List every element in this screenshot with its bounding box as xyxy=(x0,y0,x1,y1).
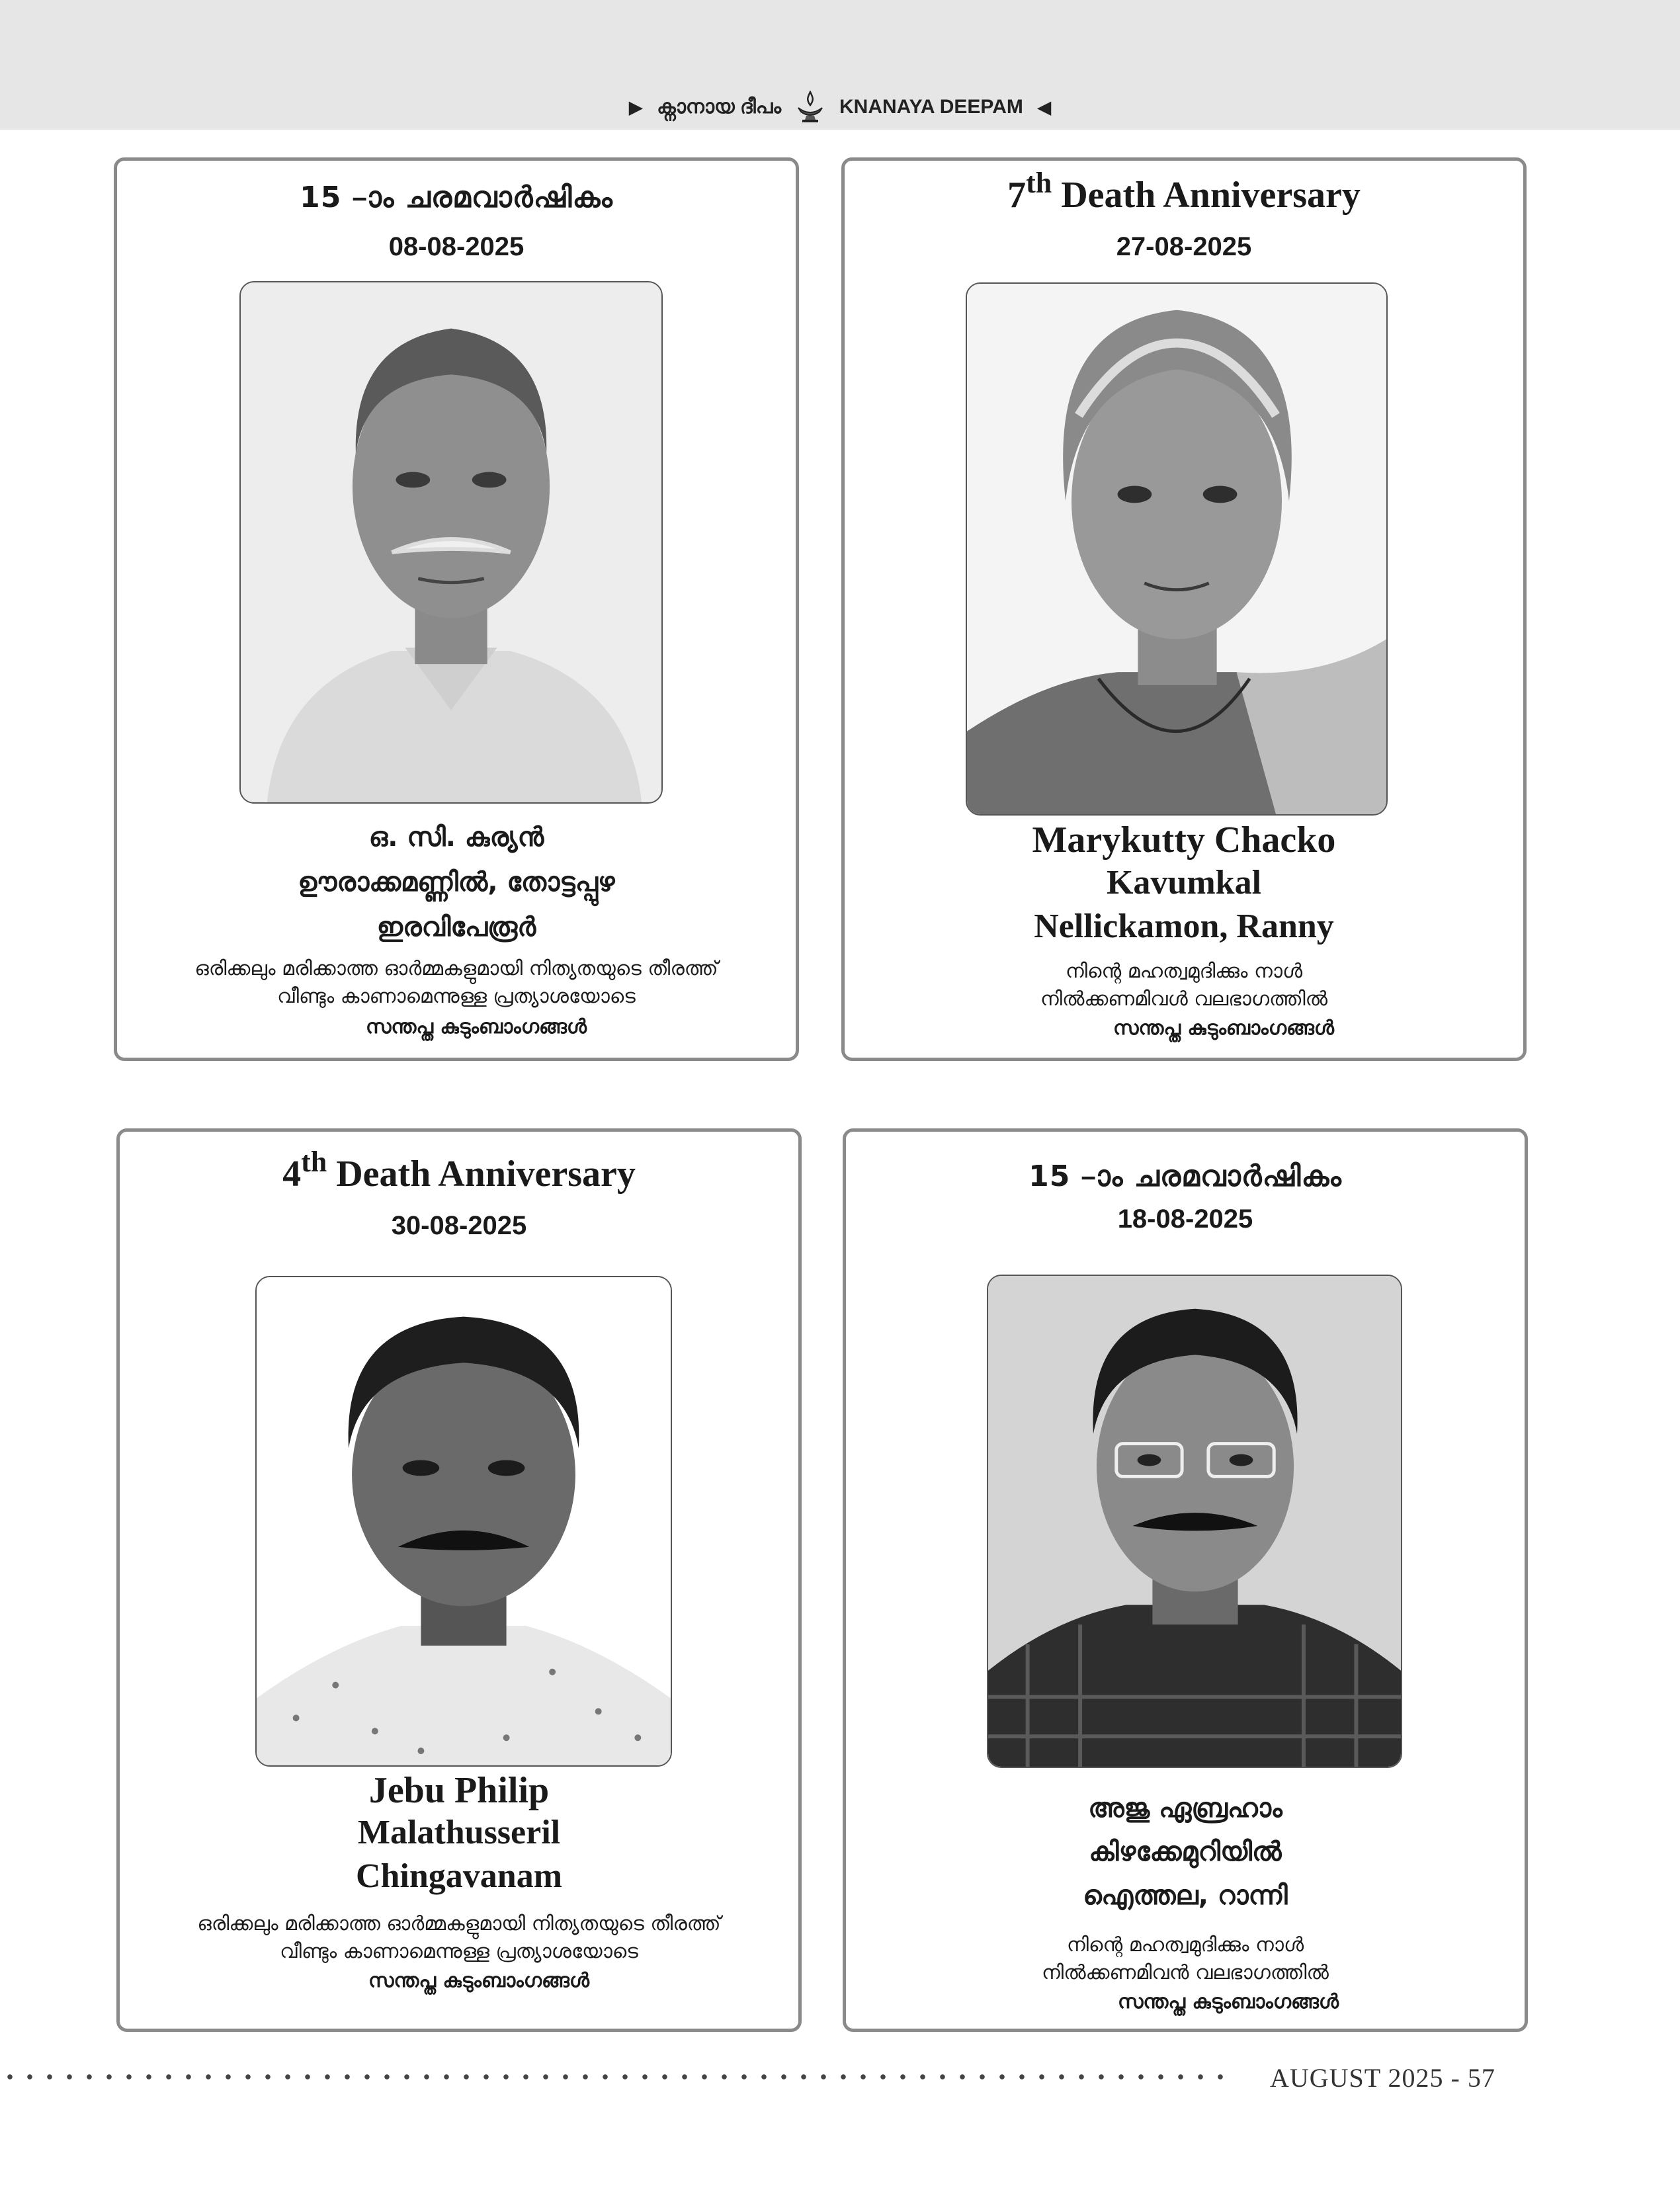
anniversary-date: 30-08-2025 xyxy=(391,1211,527,1240)
magazine-title-malayalam: ക്നാനായ ദീപം xyxy=(657,96,782,118)
obituary-card-2 xyxy=(841,157,1527,1061)
memorial-message-line-2: വീണ്ടും കാണാമെന്നുള്ള പ്രത്യാശയോടെ xyxy=(277,985,636,1008)
magazine-title-english: KNANAYA DEEPAM xyxy=(839,96,1023,118)
memorial-message-line-1: ഒരിക്കലും മരിക്കാത്ത ഓർമ്മകളുമായി നിത്യതയുടെ തീരത്ത് xyxy=(197,1912,721,1935)
obituary-card-3 xyxy=(116,1128,802,2032)
deceased-name: Jebu Philip xyxy=(368,1770,550,1811)
left-pointer-icon: ◀ xyxy=(1037,97,1051,117)
card-title xyxy=(120,1146,798,1195)
family-house-name: Kavumkal xyxy=(1106,864,1262,902)
oil-lamp-icon xyxy=(796,91,825,124)
deceased-name: അജു ഏബ്രഹാം xyxy=(1088,1793,1282,1824)
family-signature: സന്തപ്ത കുടുംബാംഗങ്ങൾ xyxy=(368,1969,590,1992)
memorial-message-line-2: നിൽക്കണമിവൾ വലഭാഗത്തിൽ xyxy=(1040,988,1328,1011)
anniversary-date: 27-08-2025 xyxy=(1116,232,1252,261)
place-name: Nellickamon, Ranny xyxy=(1034,907,1334,945)
memorial-message-line-2: വീണ്ടും കാണാമെന്നുള്ള പ്രത്യാശയോടെ xyxy=(280,1940,638,1963)
footer-dotted-rule xyxy=(0,2070,1237,2083)
running-header xyxy=(0,87,1680,127)
place-name: ഐത്തല, റാന്നി xyxy=(1083,1880,1288,1911)
card-title xyxy=(845,167,1523,216)
title-ordinal-suffix: th xyxy=(1026,167,1052,199)
family-signature: സന്തപ്ത കുടുംബാംഗങ്ങൾ xyxy=(1117,1990,1339,2013)
right-pointer-icon: ▶ xyxy=(629,97,643,117)
family-signature: സന്തപ്ത കുടുംബാംഗങ്ങൾ xyxy=(1113,1017,1335,1040)
place-name: ഇരവിപേരൂർ xyxy=(376,912,536,943)
family-signature: സന്തപ്ത കുടുംബാംഗങ്ങൾ xyxy=(365,1015,587,1038)
title-ordinal: 7 xyxy=(1007,175,1027,216)
obituary-card-4 xyxy=(843,1128,1528,2032)
anniversary-date: 18-08-2025 xyxy=(1117,1204,1253,1234)
title-text: Death Anniversary xyxy=(1061,175,1361,216)
memorial-message-line-2: നിൽക്കണമിവൻ വലഭാഗത്തിൽ xyxy=(1042,1961,1329,1984)
memorial-message-line-1: ഒരിക്കലും മരിക്കാത്ത ഓർമ്മകളുമായി നിത്യതയുടെ തീരത്ത് xyxy=(194,957,718,980)
title-ordinal: 4 xyxy=(282,1154,302,1195)
issue-page-number: AUGUST 2025 - 57 xyxy=(1270,2063,1495,2093)
portrait-photo xyxy=(255,1276,672,1767)
memorial-message-line-1: നിന്റെ മഹത്വമുദിക്കും നാൾ xyxy=(1065,960,1303,983)
place-name: Chingavanam xyxy=(355,1857,563,1895)
deceased-name: ഒ. സി. കുര്യൻ xyxy=(368,822,544,853)
obituary-card-1 xyxy=(114,157,799,1061)
deceased-name: Marykutty Chacko xyxy=(1032,820,1336,861)
portrait-photo xyxy=(239,281,663,804)
family-house-name: കിഴക്കേമുറിയിൽ xyxy=(1089,1837,1282,1867)
title-text: Death Anniversary xyxy=(336,1154,636,1195)
anniversary-date: 08-08-2025 xyxy=(388,232,525,261)
memorial-message-line-1: നിന്റെ മഹത്വമുദിക്കും നാൾ xyxy=(1066,1933,1304,1957)
card-title: 15 –ാം ചരമവാർഷികം xyxy=(1029,1159,1342,1193)
card-title: 15 –ാം ചരമവാർഷികം xyxy=(300,181,613,214)
title-ordinal-suffix: th xyxy=(301,1146,327,1178)
family-house-name: ഊരാക്കമണ്ണിൽ, തോട്ടപ്പുഴ xyxy=(298,867,615,898)
portrait-photo xyxy=(966,282,1388,816)
portrait-photo xyxy=(987,1275,1402,1768)
family-house-name: Malathusseril xyxy=(357,1814,561,1851)
